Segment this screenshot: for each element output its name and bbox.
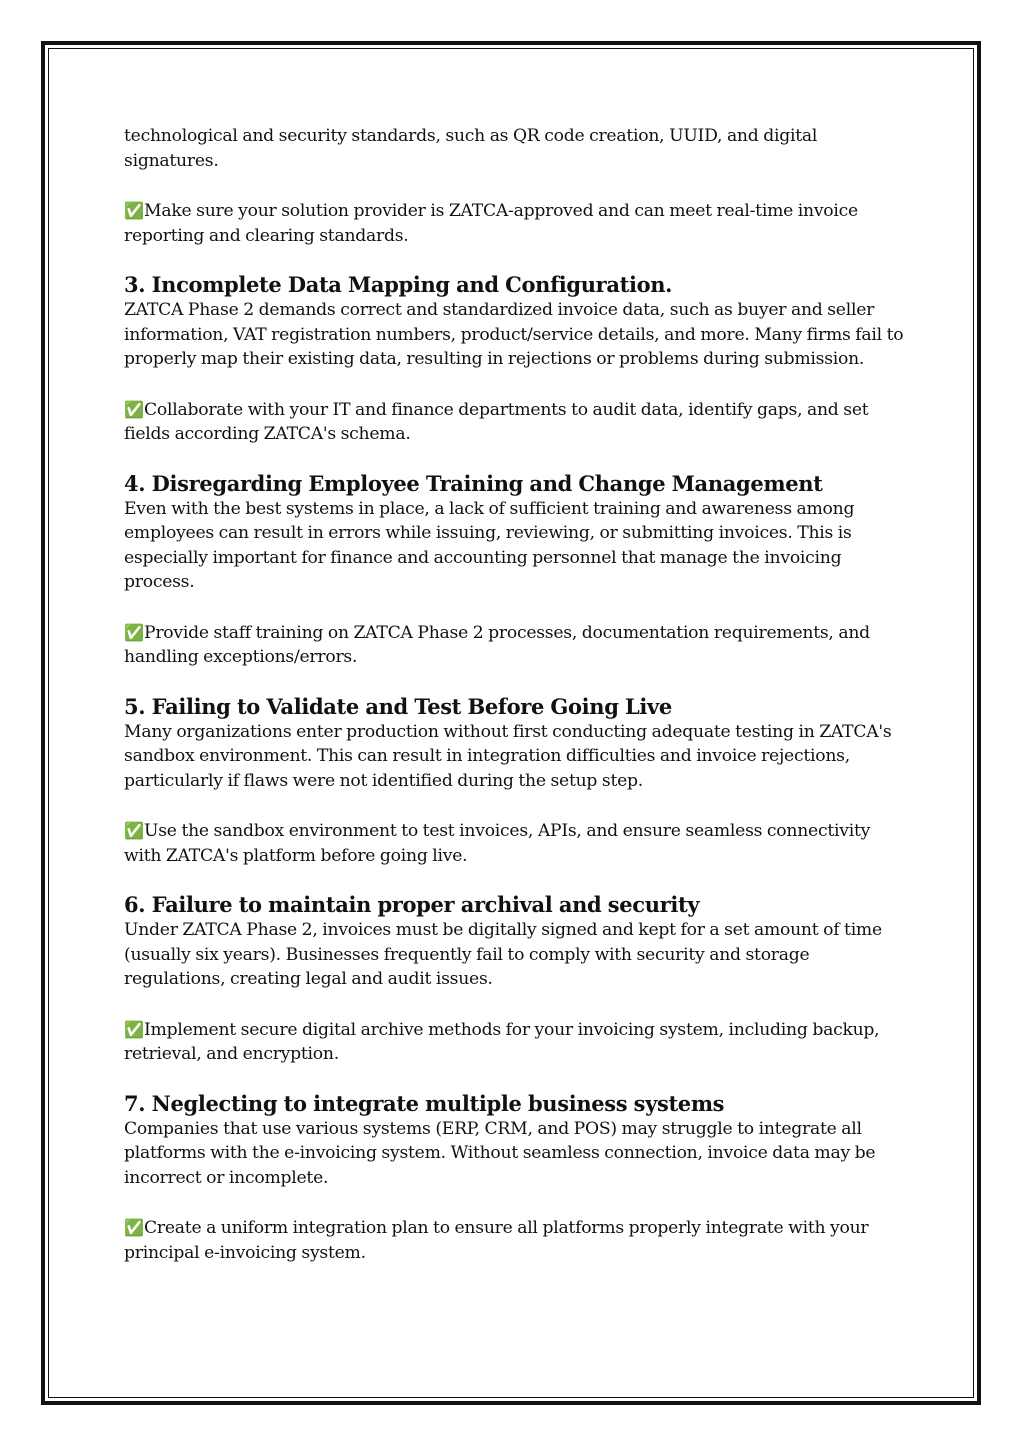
spacer: [124, 793, 904, 819]
check-mark-icon: ✅: [124, 821, 144, 840]
section-tip: [124, 621, 904, 670]
spacer: [124, 248, 904, 272]
intro-tip-text: Make sure your solution provider is ZATCA-approved and can meet real-time invoice reporting and clearing standards.: [124, 201, 858, 246]
section-heading: 3. Incomplete Data Mapping and Configuration.: [124, 272, 673, 297]
section-tip: [124, 398, 904, 447]
check-mark-icon: ✅: [124, 399, 144, 419]
section-tip: [124, 1216, 904, 1265]
section-4: [124, 471, 904, 694]
section-7: [124, 1091, 904, 1266]
section-body: Companies that use various systems (ERP, CRM, and POS) may struggle to integrate all platforms with the e-invoicing system. Without seamless connection, invoice data may be incorrect or incomplete.: [124, 1118, 876, 1188]
spacer: [124, 447, 904, 471]
section-heading: 6. Failure to maintain proper archival and security: [124, 892, 700, 917]
spacer: [124, 173, 904, 199]
section-tip-text: Collaborate with your IT and finance departments to audit data, identify gaps, and set fields according ZATCA's schema.: [124, 399, 869, 444]
section-body: ZATCA Phase 2 demands correct and standardized invoice data, such as buyer and seller information, VAT registration numbers, product/service details, and more. Many firms fail to properly map their existing data, resulting in rejections or problems during submission.: [124, 300, 904, 369]
spacer: [124, 595, 904, 621]
section-heading: 7. Neglecting to integrate multiple business systems: [124, 1090, 725, 1116]
section-body: Many organizations enter production without first conducting adequate testing in ZATCA's sandbox environment. This can result in integration difficulties and invoice rejections, particularly if flaws were not identified during the setup step.: [124, 721, 892, 791]
section-tip-text: Create a uniform integration plan to ensure all platforms properly integrate with your principal e-invoicing system.: [124, 1218, 869, 1263]
section-heading: 4. Disregarding Employee Training and Change Management: [124, 470, 823, 496]
intro-tip: [124, 199, 904, 248]
section-3: [124, 272, 904, 471]
section-tip: [124, 819, 904, 868]
section-heading: 5. Failing to Validate and Test Before Going Live: [124, 693, 672, 719]
section-6: [124, 892, 904, 1091]
spacer: [124, 868, 904, 892]
document-body: [124, 124, 904, 1265]
spacer: [124, 1190, 904, 1216]
spacer: [124, 670, 904, 694]
section-tip-text: Provide staff training on ZATCA Phase 2 processes, documentation requirements, and handling exceptions/errors.: [124, 622, 870, 667]
spacer: [124, 372, 904, 398]
check-mark-icon: ✅: [124, 622, 144, 642]
section-tip-text: Use the sandbox environment to test invoices, APIs, and ensure seamless connectivity with ZATCA's platform before going live.: [124, 821, 871, 866]
section-body: Even with the best systems in place, a lack of sufficient training and awareness among employees can result in errors while issuing, reviewing, or submitting invoices. This is especially important for finance and accounting personnel that manage the invoicing process.: [124, 498, 855, 592]
section-tip-text: Implement secure digital archive methods for your invoicing system, including backup, retrieval, and encryption.: [124, 1019, 880, 1064]
section-5: [124, 694, 904, 893]
check-mark-icon: ✅: [124, 1019, 144, 1039]
check-mark-icon: ✅: [124, 1218, 144, 1237]
spacer: [124, 1067, 904, 1091]
spacer: [124, 992, 904, 1018]
section-body: Under ZATCA Phase 2, invoices must be digitally signed and kept for a set amount of time (usually six years). Businesses frequently fail to comply with security and storage regulations, creating legal and audit issues.: [124, 920, 882, 989]
section-tip: [124, 1018, 904, 1067]
intro-paragraph: technological and security standards, such as QR code creation, UUID, and digital signatures.: [124, 126, 818, 171]
check-mark-icon: ✅: [124, 201, 144, 220]
